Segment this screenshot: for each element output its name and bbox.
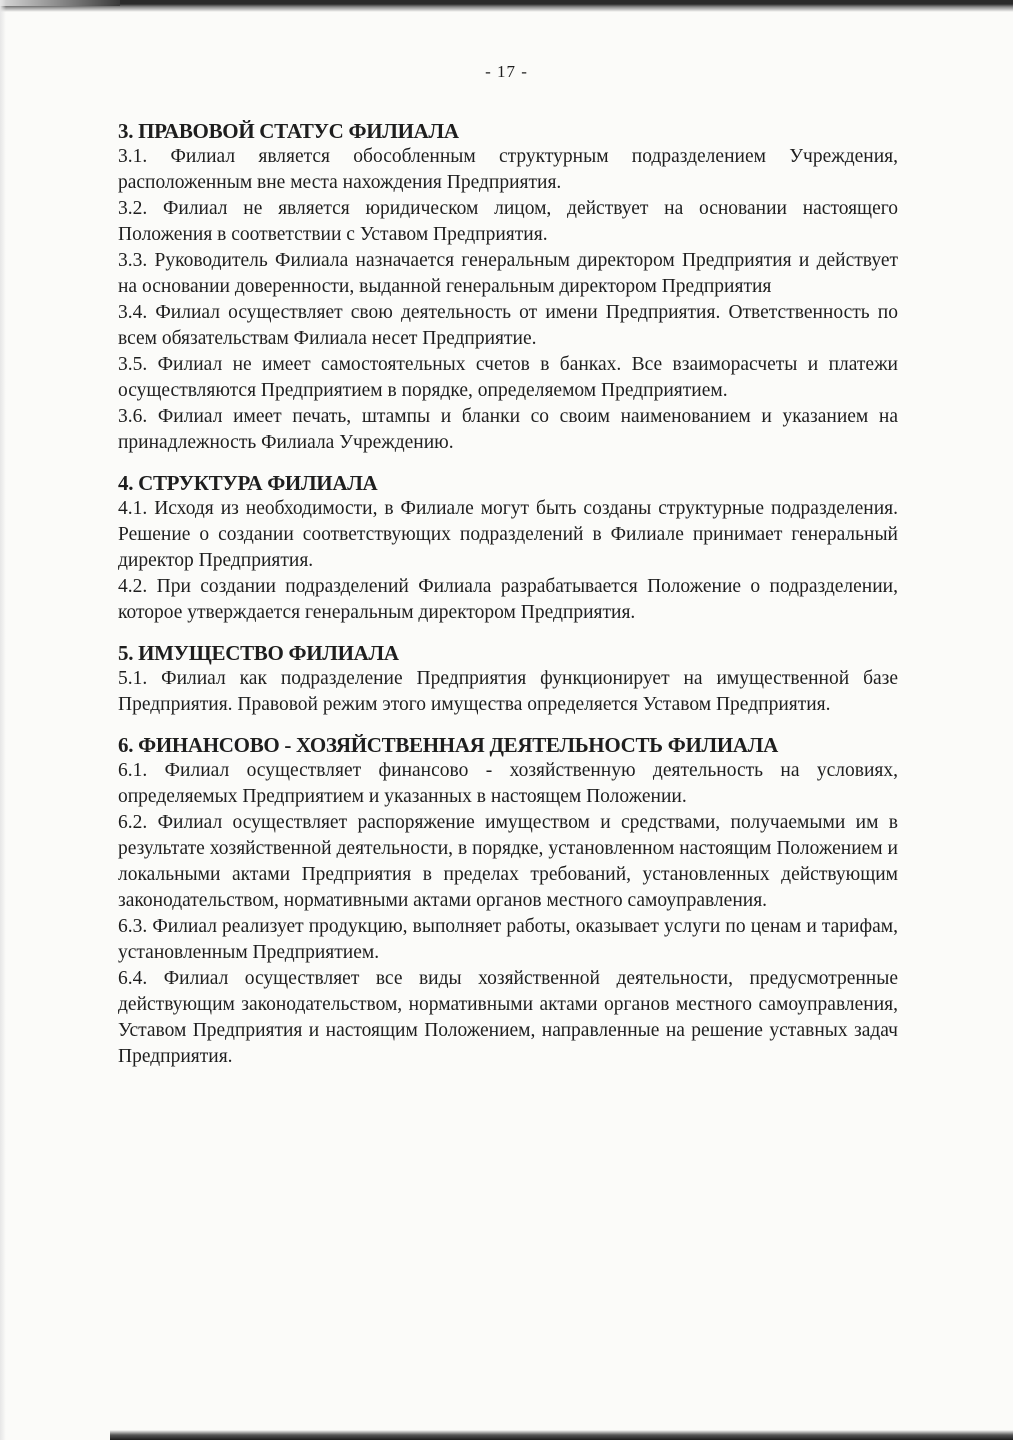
section-structure (118, 470, 898, 626)
paragraph-6-4: 6.4. Филиал осуществляет все виды хозяйственной деятельности, предусмотренные действующим законодательством, нормативными актами органов местного самоуправления, Уставом Предприятия и настоящим Положением, направленные на решение уставных задач Предприятия. (118, 968, 898, 1067)
paragraph-6-1: 6.1. Филиал осуществляет финансово - хозяйственную деятельность на условиях, определяемых Предприятием и указанных в настоящем Положении. (118, 760, 898, 807)
section-heading: 5. ИМУЩЕСТВО ФИЛИАЛА (118, 641, 399, 665)
scan-bottom-edge (110, 1430, 1013, 1440)
section-financial-activity (118, 732, 898, 1070)
paragraph-3-4: 3.4. Филиал осуществляет свою деятельность от имени Предприятия. Ответственность по всем обязательствам Филиала несет Предприятие. (118, 302, 898, 349)
scan-left-edge (0, 0, 6, 1440)
paragraph-3-1: 3.1. Филиал является обособленным структурным подразделением Учреждения, расположенным вне места нахождения Предприятия. (118, 146, 898, 193)
paragraph-6-3: 6.3. Филиал реализует продукцию, выполняет работы, оказывает услуги по ценам и тарифам, установленным Предприятием. (118, 916, 898, 963)
paragraph-3-3: 3.3. Руководитель Филиала назначается генеральным директором Предприятия и действует на основании доверенности, выданной генеральным директором Предприятия (118, 250, 898, 297)
paragraph-4-2: 4.2. При создании подразделений Филиала разрабатывается Положение о подразделении, которое утверждается генеральным директором Предприятия. (118, 576, 898, 623)
document-body (118, 118, 898, 1070)
paragraph-3-5: 3.5. Филиал не имеет самостоятельных счетов в банках. Все взаиморасчеты и платежи осуществляются Предприятием в порядке, определяемом Предприятием. (118, 354, 898, 401)
paragraph-3-2: 3.2. Филиал не является юридическом лицом, действует на основании настоящего Положения в соответствии с Уставом Предприятия. (118, 198, 898, 245)
paragraph-5-1: 5.1. Филиал как подразделение Предприятия функционирует на имущественной базе Предприятия. Правовой режим этого имущества определяется Уставом Предприятия. (118, 668, 898, 715)
paragraph-4-1: 4.1. Исходя из необходимости, в Филиале могут быть созданы структурные подразделения. Решение о создании соответствующих подразделений в Филиале принимает генеральный директор Предприятия. (118, 498, 898, 571)
section-heading: 4. СТРУКТУРА ФИЛИАЛА (118, 471, 378, 495)
scan-top-edge (0, 0, 1013, 12)
paragraph-3-6: 3.6. Филиал имеет печать, штампы и бланки со своим наименованием и указанием на принадлежность Филиала Учреждению. (118, 406, 898, 453)
section-heading: 6. ФИНАНСОВО - ХОЗЯЙСТВЕННАЯ ДЕЯТЕЛЬНОСТЬ ФИЛИАЛА (118, 733, 778, 757)
paragraph-6-2: 6.2. Филиал осуществляет распоряжение имуществом и средствами, получаемыми им в результате хозяйственной деятельности, в порядке, установленном настоящим Положением и локальными актами Предприятия в пределах требований, установленных действующим законодательством, нормативными актами органов местного самоуправления. (118, 812, 898, 911)
section-property (118, 640, 898, 718)
page-number: - 17 - (485, 62, 528, 81)
section-legal-status (118, 118, 898, 456)
section-heading: 3. ПРАВОВОЙ СТАТУС ФИЛИАЛА (118, 119, 459, 143)
scan-top-left-shadow (0, 0, 120, 6)
